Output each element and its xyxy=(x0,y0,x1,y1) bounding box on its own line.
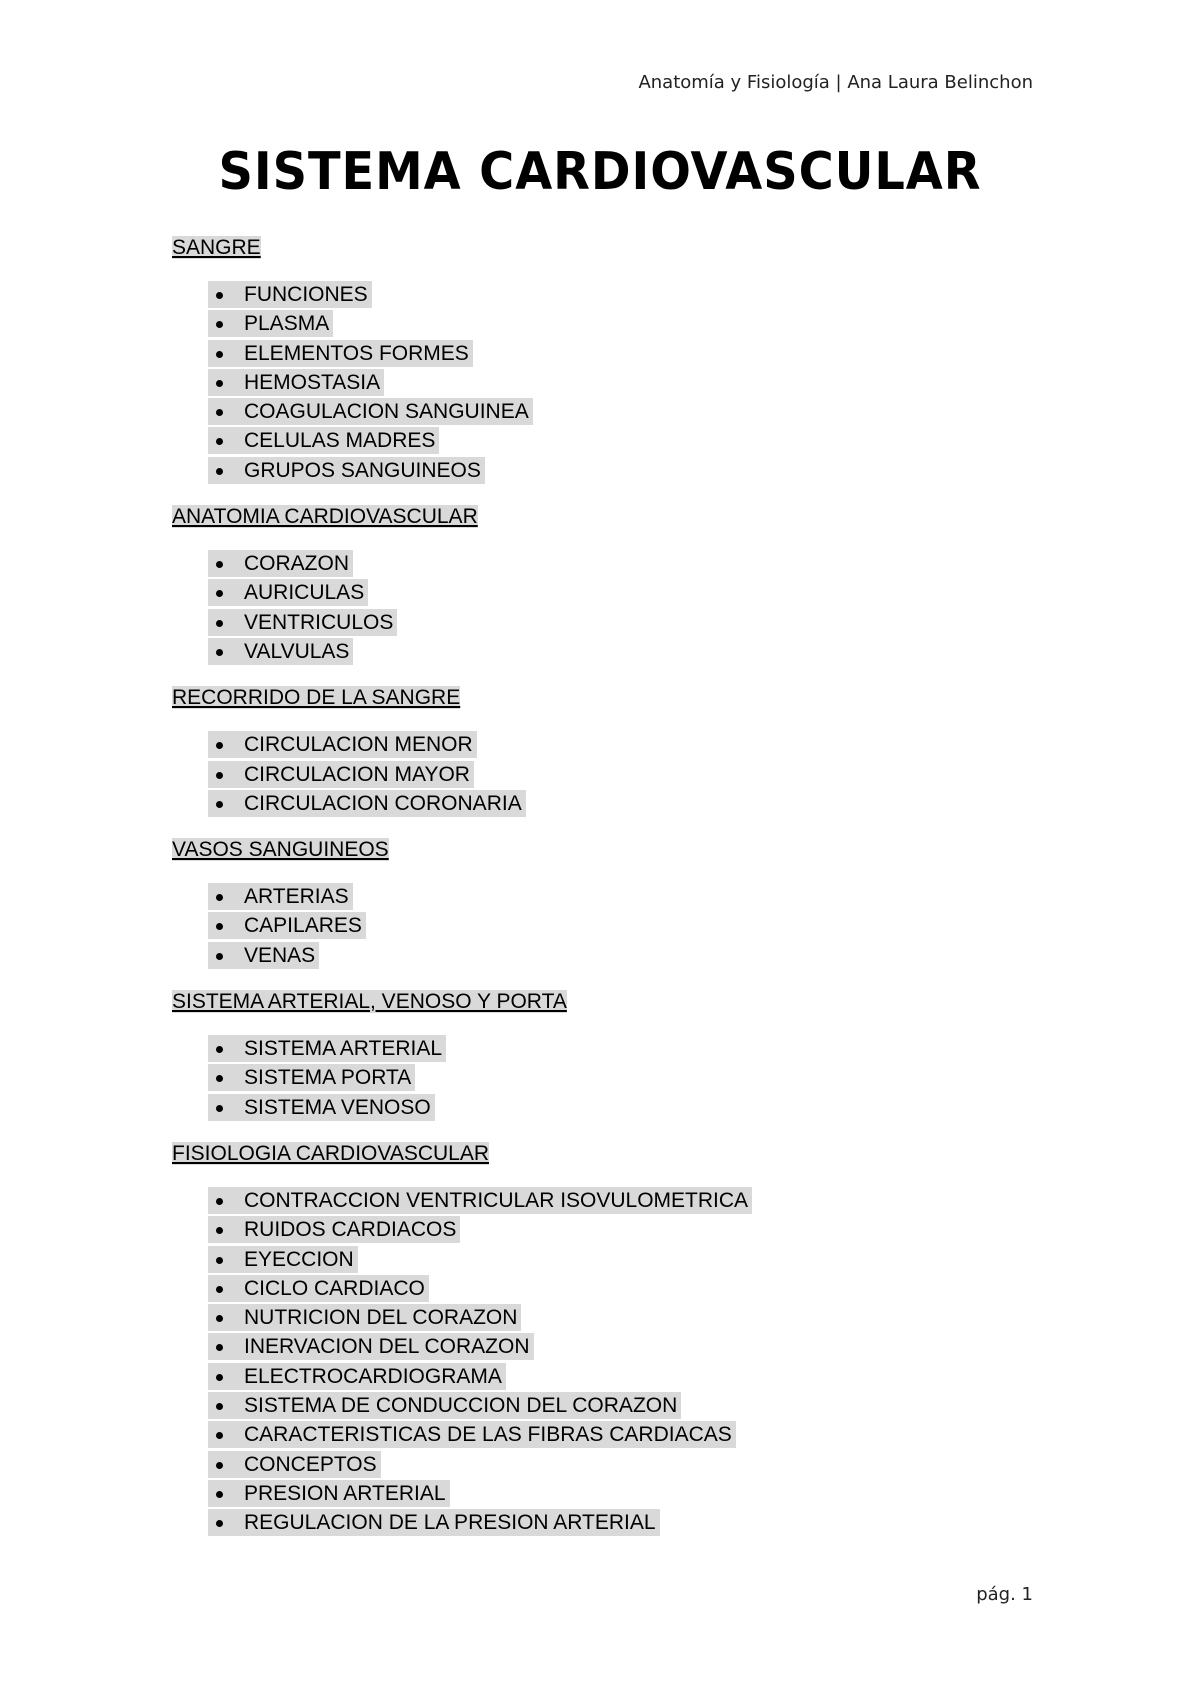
list-item-label: CORAZON xyxy=(208,550,353,577)
running-header: Anatomía y Fisiología | Ana Laura Belinchon xyxy=(638,72,1033,93)
list-item xyxy=(172,280,1072,309)
list-item-label: ELECTROCARDIOGRAMA xyxy=(208,1363,506,1390)
list-item-label: GRUPOS SANGUINEOS xyxy=(208,457,485,484)
list-item-label: RUIDOS CARDIACOS xyxy=(208,1216,460,1243)
bullet-icon xyxy=(216,292,223,299)
list-item xyxy=(172,637,1072,666)
document-body xyxy=(172,236,1072,1558)
topic-list xyxy=(172,882,1072,970)
list-item xyxy=(172,549,1072,578)
topic-list xyxy=(172,549,1072,666)
list-item-label: HEMOSTASIA xyxy=(208,369,384,396)
list-item xyxy=(172,1215,1072,1244)
list-item-label: ELEMENTOS FORMES xyxy=(208,340,473,367)
list-item xyxy=(172,730,1072,759)
list-item-label: VENAS xyxy=(208,942,319,969)
list-item-label: INERVACION DEL CORAZON xyxy=(208,1333,534,1360)
list-item xyxy=(172,1093,1072,1122)
bullet-icon xyxy=(216,1403,223,1410)
topic-list xyxy=(172,1186,1072,1538)
list-item-label: SISTEMA VENOSO xyxy=(208,1094,435,1121)
bullet-icon xyxy=(216,801,223,808)
list-item-label: SISTEMA DE CONDUCCION DEL CORAZON xyxy=(208,1392,681,1419)
list-item xyxy=(172,309,1072,338)
list-item-label: NUTRICION DEL CORAZON xyxy=(208,1304,521,1331)
bullet-icon xyxy=(216,1105,223,1112)
list-item-label: CONTRACCION VENTRICULAR ISOVULOMETRICA xyxy=(208,1187,752,1214)
list-item xyxy=(172,1391,1072,1420)
section-heading xyxy=(172,505,1072,529)
list-item-label: VALVULAS xyxy=(208,638,353,665)
bullet-icon xyxy=(216,649,223,656)
list-item xyxy=(172,1332,1072,1361)
section-heading-text: SISTEMA ARTERIAL, VENOSO Y PORTA xyxy=(172,990,567,1014)
bullet-icon xyxy=(216,1286,223,1293)
list-item xyxy=(172,1034,1072,1063)
list-item-label: REGULACION DE LA PRESION ARTERIAL xyxy=(208,1509,660,1536)
list-item-label: CARACTERISTICAS DE LAS FIBRAS CARDIACAS xyxy=(208,1421,736,1448)
bullet-icon xyxy=(216,1257,223,1264)
list-item xyxy=(172,608,1072,637)
bullet-icon xyxy=(216,351,223,358)
section-heading xyxy=(172,236,1072,260)
section-heading-text: SANGRE xyxy=(172,236,261,259)
section-heading-text: VASOS SANGUINEOS xyxy=(172,838,389,862)
list-item xyxy=(172,1063,1072,1092)
list-item xyxy=(172,1274,1072,1303)
list-item-label: SISTEMA PORTA xyxy=(208,1064,415,1091)
list-item-label: FUNCIONES xyxy=(208,281,372,308)
list-item-label: COAGULACION SANGUINEA xyxy=(208,398,533,425)
list-item xyxy=(172,1420,1072,1449)
list-item xyxy=(172,397,1072,426)
bullet-icon xyxy=(216,1462,223,1469)
list-item-label: CICLO CARDIACO xyxy=(208,1275,429,1302)
list-item-label: ARTERIAS xyxy=(208,883,353,910)
section-heading-text: ANATOMIA CARDIOVASCULAR xyxy=(172,505,478,529)
list-item xyxy=(172,760,1072,789)
bullet-icon xyxy=(216,1046,223,1053)
section-heading xyxy=(172,838,1072,862)
list-item-label: VENTRICULOS xyxy=(208,609,397,636)
section-heading xyxy=(172,686,1072,710)
section-heading xyxy=(172,1142,1072,1166)
list-item xyxy=(172,911,1072,940)
list-item xyxy=(172,1303,1072,1332)
list-item xyxy=(172,1245,1072,1274)
list-item-label: PRESION ARTERIAL xyxy=(208,1480,450,1507)
list-item-label: CONCEPTOS xyxy=(208,1451,381,1478)
list-item xyxy=(172,789,1072,818)
list-item-label: CIRCULACION CORONARIA xyxy=(208,790,526,817)
list-item-label: CIRCULACION MENOR xyxy=(208,731,477,758)
list-item-label: EYECCION xyxy=(208,1246,358,1273)
bullet-icon xyxy=(216,380,223,387)
bullet-icon xyxy=(216,953,223,960)
list-item-label: CELULAS MADRES xyxy=(208,427,439,454)
bullet-icon xyxy=(216,1374,223,1381)
document-title: SISTEMA CARDIOVASCULAR xyxy=(218,142,982,202)
list-item-label: PLASMA xyxy=(208,310,333,337)
list-item-label: CIRCULACION MAYOR xyxy=(208,761,474,788)
topic-list xyxy=(172,280,1072,485)
list-item xyxy=(172,1362,1072,1391)
list-item xyxy=(172,1508,1072,1537)
bullet-icon xyxy=(216,468,223,475)
list-item xyxy=(172,1186,1072,1215)
topic-list xyxy=(172,1034,1072,1122)
list-item xyxy=(172,578,1072,607)
section-heading-text: RECORRIDO DE LA SANGRE xyxy=(172,686,461,710)
list-item xyxy=(172,882,1072,911)
page-number: pág. 1 xyxy=(976,1584,1033,1605)
list-item xyxy=(172,941,1072,970)
topic-list xyxy=(172,730,1072,818)
section-heading-text: FISIOLOGIA CARDIOVASCULAR xyxy=(172,1141,490,1165)
bullet-icon xyxy=(216,620,223,627)
list-item-label: CAPILARES xyxy=(208,912,366,939)
list-item-label: SISTEMA ARTERIAL xyxy=(208,1035,446,1062)
list-item xyxy=(172,426,1072,455)
list-item xyxy=(172,1479,1072,1508)
section-heading xyxy=(172,990,1072,1014)
bullet-icon xyxy=(216,772,223,779)
bullet-icon xyxy=(216,1491,223,1498)
list-item xyxy=(172,1450,1072,1479)
list-item xyxy=(172,339,1072,368)
list-item-label: AURICULAS xyxy=(208,579,368,606)
bullet-icon xyxy=(216,1198,223,1205)
list-item xyxy=(172,456,1072,485)
list-item xyxy=(172,368,1072,397)
